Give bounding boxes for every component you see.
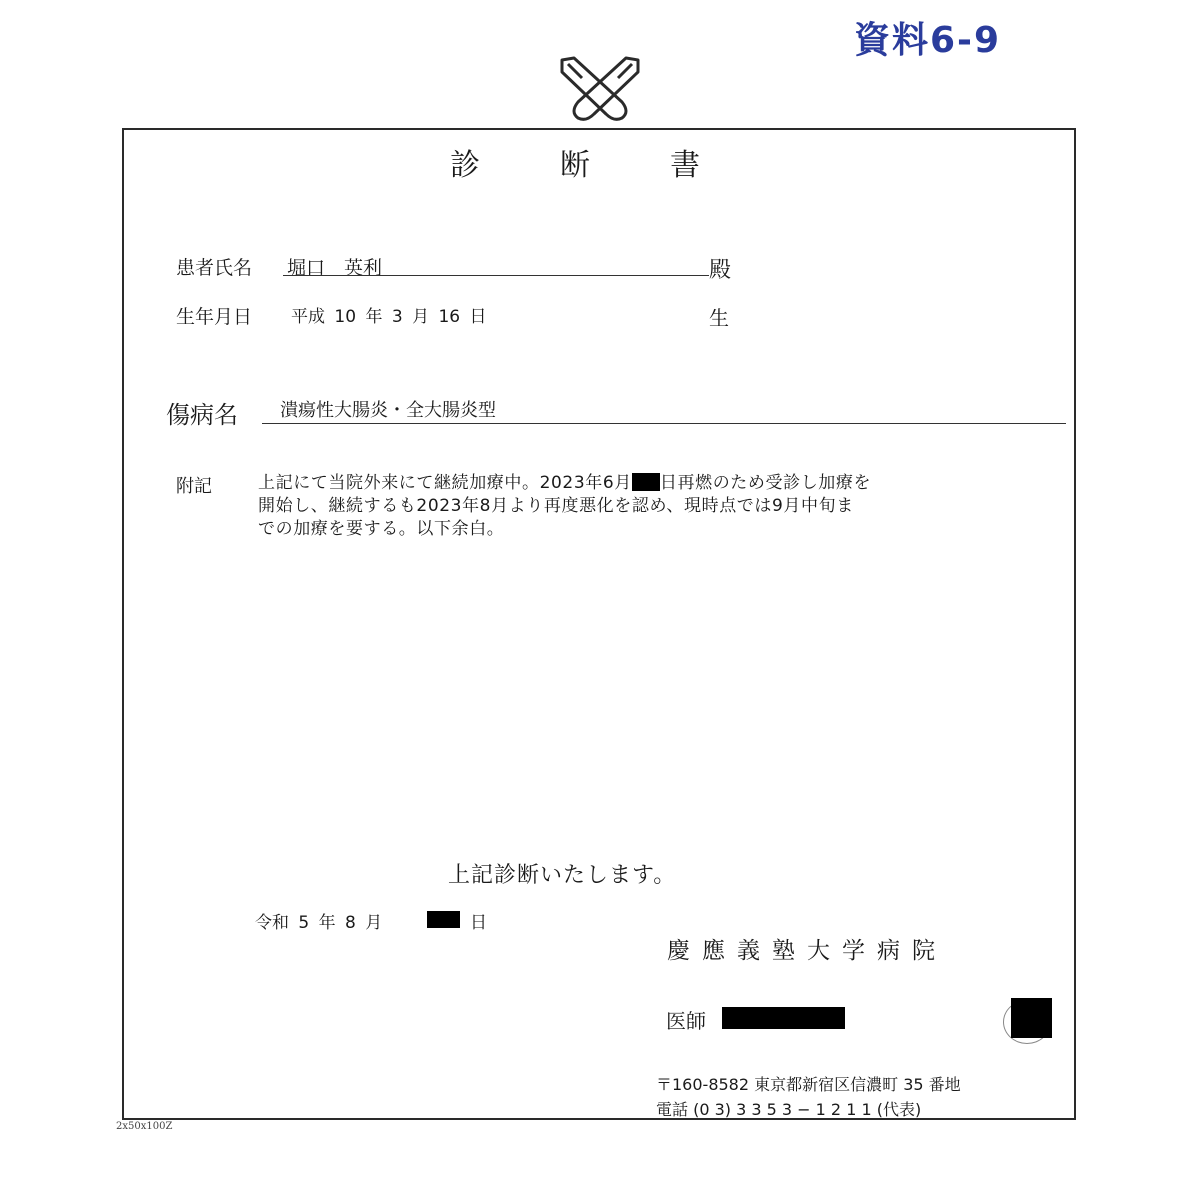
birth-suffix: 生 — [709, 306, 729, 330]
remarks-line-1 — [258, 472, 1058, 495]
birth-date: 平成 10 年 3 月 16 日 — [291, 307, 487, 327]
remarks-line-3: での加療を要する。以下余白。 — [258, 519, 505, 539]
patient-name: 堀口 英利 — [287, 257, 383, 279]
patient-name-label: 患者氏名 — [176, 257, 253, 279]
honorific: 殿 — [709, 258, 732, 283]
issue-date-suffix: 日 — [470, 913, 487, 933]
diagnosis-label: 傷病名 — [166, 401, 238, 429]
crossed-pens-icon — [552, 52, 648, 124]
remarks-line-2: 開始し、継続するも2023年8月より再度悪化を認め、現時点では9月中旬ま — [258, 496, 854, 516]
doctor-label: 医師 — [666, 1009, 706, 1033]
seal-redaction — [1011, 998, 1052, 1038]
patient-name-underline — [283, 275, 709, 276]
diagnosis-underline — [262, 423, 1066, 424]
hospital-name: 慶應義塾大学病院 — [667, 938, 947, 964]
certificate-frame — [122, 128, 1076, 1120]
issue-date-redaction — [427, 911, 460, 928]
remarks-part-1: 上記にて当院外来にて継続加療中。2023年6月 — [258, 473, 632, 493]
certification-statement: 上記診断いたします。 — [448, 863, 677, 888]
diagnosis: 潰瘍性大腸炎・全大腸炎型 — [280, 400, 496, 421]
remarks-part-2: 日再燃のため受診し加療を — [659, 473, 872, 493]
redaction — [632, 473, 660, 491]
issue-date-prefix: 令和 5 年 8 月 — [255, 913, 383, 933]
document-label: 資料6-9 — [854, 20, 1002, 61]
birth-date-label: 生年月日 — [176, 306, 253, 328]
form-code: 2x50x100Z — [116, 1121, 173, 1132]
hospital-address: 〒160-8582 東京都新宿区信濃町 35 番地 — [656, 1075, 961, 1094]
document-title: 診断書 — [450, 148, 780, 183]
remarks-label: 附記 — [176, 476, 212, 497]
remarks-text — [258, 472, 1058, 541]
doctor-name-redaction — [722, 1007, 845, 1029]
hospital-phone: 電話 (0 3) 3 3 5 3 − 1 2 1 1 (代表) — [656, 1100, 922, 1119]
